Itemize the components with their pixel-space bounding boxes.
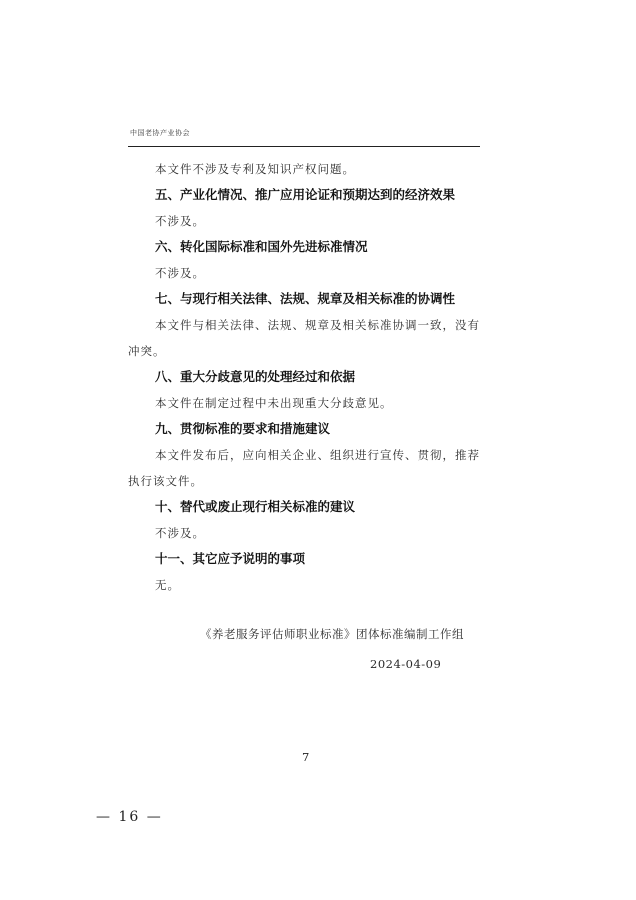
heading-section-8: 八、重大分歧意见的处理经过和依据 xyxy=(155,369,356,384)
paragraph-section-8: 本文件在制定过程中未出现重大分歧意见。 xyxy=(155,396,393,410)
paragraph-section-10: 不涉及。 xyxy=(155,526,205,540)
outer-page-number: — 16 — xyxy=(96,809,163,825)
paragraph-section-11: 无。 xyxy=(155,578,180,592)
heading-section-9: 九、贯彻标准的要求和措施建议 xyxy=(155,421,331,436)
header-organization: 中国老协产业协会 xyxy=(130,129,190,137)
paragraph-section-7: 本文件与相关法律、法规、规章及相关标准协调一致，没有冲突。 xyxy=(128,318,480,358)
paragraph-section-9: 本文件发布后，应向相关企业、组织进行宣传、贯彻，推荐执行该文件。 xyxy=(128,448,480,488)
header-rule xyxy=(128,146,480,147)
heading-section-10: 十、替代或废止现行相关标准的建议 xyxy=(155,499,356,514)
paragraph-section-6: 不涉及。 xyxy=(155,266,205,280)
heading-section-7: 七、与现行相关法律、法规、规章及相关标准的协调性 xyxy=(155,291,456,306)
signature-group: 《养老服务评估师职业标准》团体标准编制工作组 xyxy=(200,627,464,641)
heading-section-11: 十一、其它应予说明的事项 xyxy=(155,551,306,566)
inner-page-number: 7 xyxy=(302,750,310,764)
document-body xyxy=(128,156,484,598)
heading-section-5: 五、产业化情况、推广应用论证和预期达到的经济效果 xyxy=(155,187,456,202)
paragraph-ip: 本文件不涉及专利及知识产权问题。 xyxy=(155,162,355,176)
signature-date: 2024-04-09 xyxy=(370,657,442,671)
heading-section-6: 六、转化国际标准和国外先进标准情况 xyxy=(155,239,368,254)
paragraph-section-5: 不涉及。 xyxy=(155,214,205,228)
